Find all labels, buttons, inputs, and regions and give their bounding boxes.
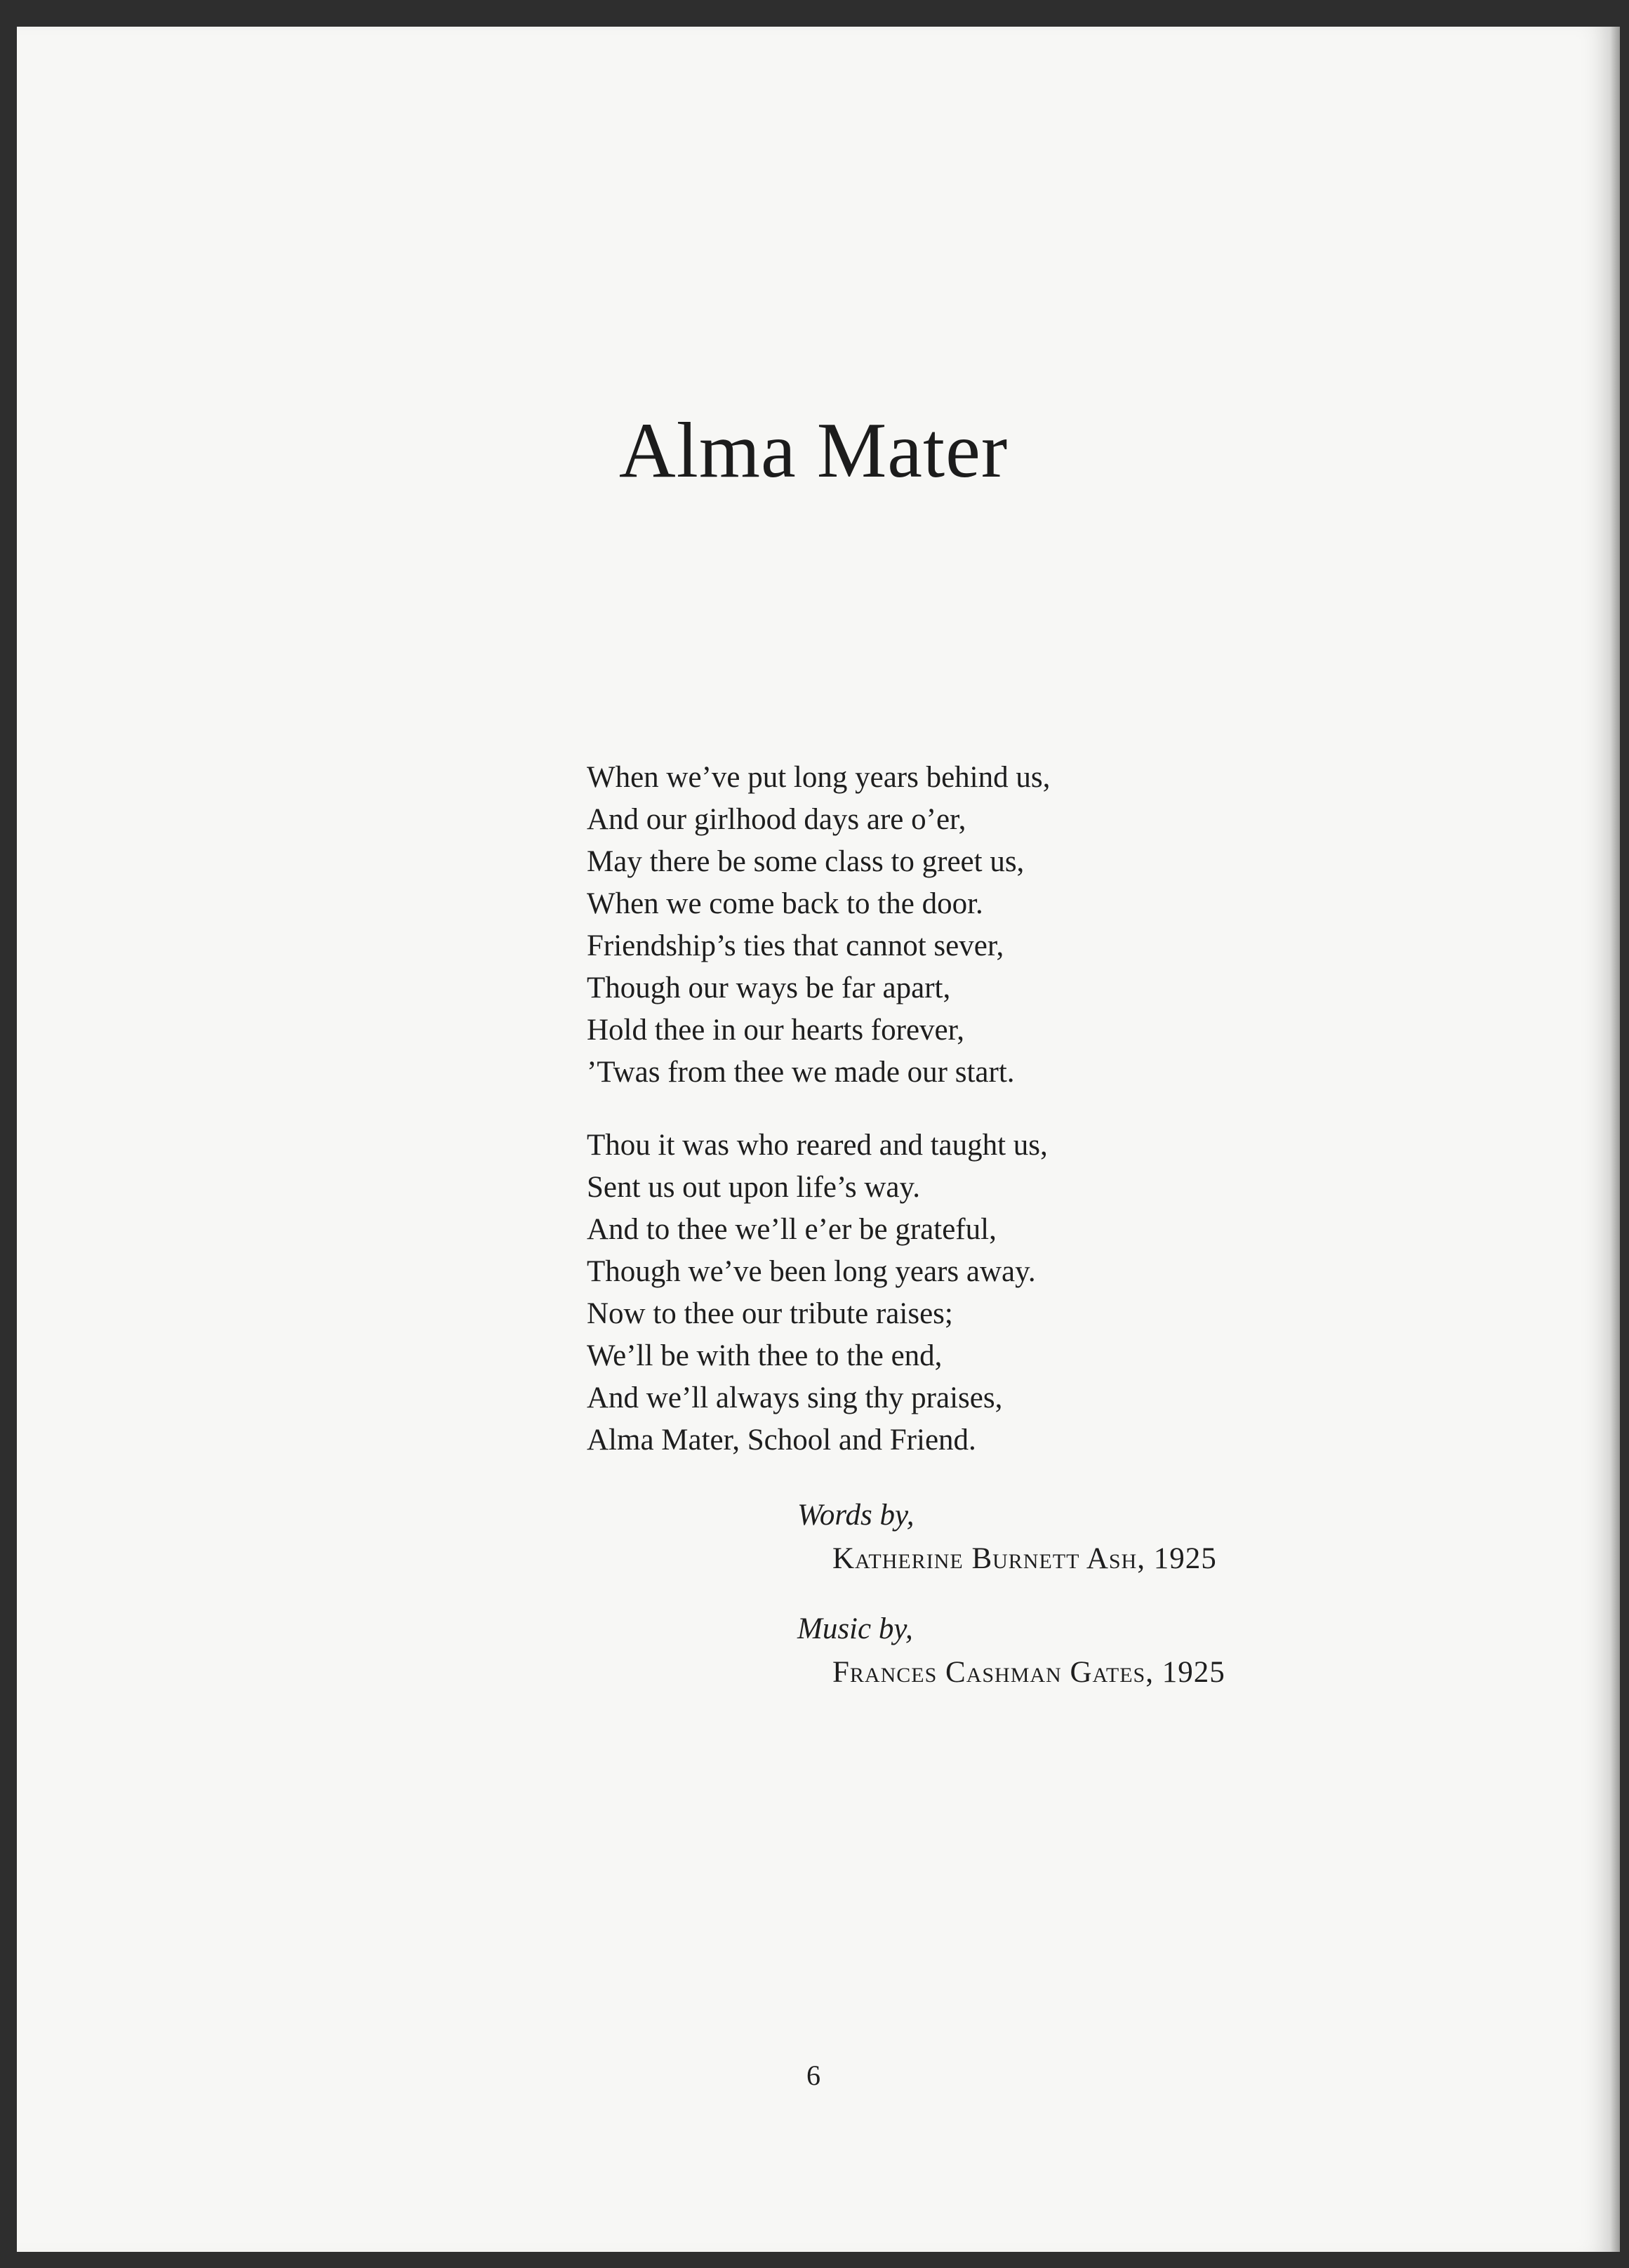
- poem-line: ’Twas from thee we made our start.: [587, 1056, 1015, 1089]
- words-credit: [797, 1494, 1429, 1581]
- stanza-2: [587, 1125, 1429, 1461]
- page-edge: [1610, 27, 1620, 2252]
- page-title: Alma Mater: [618, 407, 1009, 494]
- poem-line: Friendship’s ties that cannot sever,: [587, 929, 1004, 962]
- poem-line: Alma Mater, School and Friend.: [587, 1424, 976, 1457]
- music-credit: [797, 1607, 1429, 1695]
- stanza-1: [587, 757, 1429, 1094]
- poem-line: And our girlhood days are o’er,: [587, 803, 966, 836]
- music-label: Music by,: [797, 1612, 913, 1645]
- poem-line: May there be some class to greet us,: [587, 845, 1025, 878]
- words-label: Words by,: [797, 1499, 915, 1532]
- poem-line: Sent us out upon life’s way.: [587, 1171, 920, 1204]
- poem-line: Though our ways be far apart,: [587, 971, 951, 1004]
- poem-line: Thou it was who reared and taught us,: [587, 1129, 1048, 1162]
- poem-line: And we’ll always sing thy praises,: [587, 1381, 1003, 1414]
- page-number: 6: [806, 2060, 820, 2091]
- document-page: [17, 27, 1610, 2252]
- poem-line: When we’ve put long years behind us,: [587, 761, 1051, 794]
- poem-line: When we come back to the door.: [587, 887, 983, 920]
- poem-line: And to thee we’ll e’er be grateful,: [587, 1213, 997, 1246]
- credits: [797, 1494, 1429, 1721]
- poem: [587, 757, 1429, 1492]
- poem-line: We’ll be with thee to the end,: [587, 1339, 943, 1372]
- poem-line: Hold thee in our hearts forever,: [587, 1014, 964, 1047]
- poem-line: Now to thee our tribute raises;: [587, 1297, 953, 1330]
- music-author: Frances Cashman Gates, 1925: [832, 1656, 1225, 1689]
- words-author: Katherine Burnett Ash, 1925: [832, 1542, 1217, 1575]
- poem-line: Though we’ve been long years away.: [587, 1255, 1036, 1288]
